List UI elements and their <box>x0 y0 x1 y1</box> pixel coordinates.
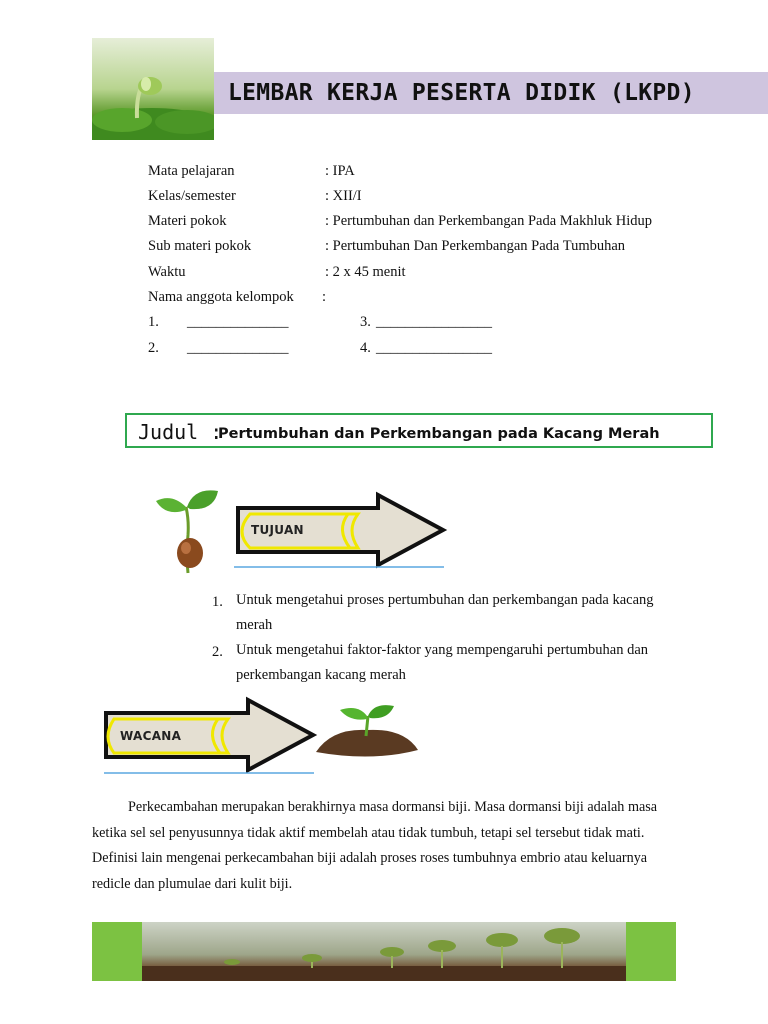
sprout-photo-icon <box>92 38 214 140</box>
member-blank[interactable]: ________________ <box>376 314 492 330</box>
member-num: 3. <box>360 314 371 330</box>
bean-seedling-icon <box>152 485 222 577</box>
member-num: 2. <box>148 340 159 356</box>
group-colon: : <box>322 289 327 305</box>
soil-seedling-icon <box>312 700 422 760</box>
info-value-kelas: : XII/I <box>325 188 362 204</box>
info-label-mata-pelajaran: Mata pelajaran <box>148 163 235 179</box>
list-item-number: 2. <box>212 644 223 660</box>
member-blank[interactable]: ______________ <box>187 314 289 330</box>
judul-label: Judul : <box>138 420 223 444</box>
wacana-label: WACANA <box>120 729 182 743</box>
info-label-waktu: Waktu <box>148 264 186 280</box>
footer-green-block-left <box>92 922 142 981</box>
info-label-materi: Materi pokok <box>148 213 227 229</box>
member-num: 1. <box>148 314 159 330</box>
list-item-text: Untuk mengetahui faktor-faktor yang mempengaruhi pertumbuhan dan perkembangan kacang merah <box>236 642 649 683</box>
footer-green-block-right <box>626 922 676 981</box>
group-label: Nama anggota kelompok <box>148 289 294 305</box>
member-num: 4. <box>360 340 371 356</box>
tujuan-label: TUJUAN <box>251 523 304 537</box>
wacana-paragraph <box>92 795 682 897</box>
info-label-kelas: Kelas/semester <box>148 188 236 204</box>
info-value-sub-materi: : Pertumbuhan Dan Perkembangan Pada Tumbuhan <box>325 238 626 254</box>
member-blank[interactable]: ________________ <box>376 340 492 356</box>
seedlings-row-photo-icon <box>142 922 626 981</box>
info-value-materi: : Pertumbuhan dan Perkembangan Pada Makhluk Hidup <box>325 213 652 229</box>
wacana-text: Perkecambahan merupakan berakhirnya masa dormansi biji. Masa dormansi biji adalah masa ketika sel sel penyusunnya tidak aktif membelah atau tidak tumbuh, tetapi sel tersebut tidak mati. Definisi lain mengenai perkecambahan biji adalah proses roses tumbuhnya embrio atau keluarnya redicle dan plumulae dari kulit biji. <box>92 799 658 892</box>
list-item-text: Untuk mengetahui proses pertumbuhan dan perkembangan pada kacang merah <box>236 592 654 633</box>
judul-title: Pertumbuhan dan Perkembangan pada Kacang Merah <box>218 426 660 442</box>
page-title: LEMBAR KERJA PESERTA DIDIK (LKPD) <box>228 80 695 106</box>
list-item-number: 1. <box>212 594 223 610</box>
member-blank[interactable]: ______________ <box>187 340 289 356</box>
info-label-sub-materi: Sub materi pokok <box>148 238 252 254</box>
info-value-mata-pelajaran: : IPA <box>325 163 355 179</box>
info-value-waktu: : 2 x 45 menit <box>325 264 406 280</box>
